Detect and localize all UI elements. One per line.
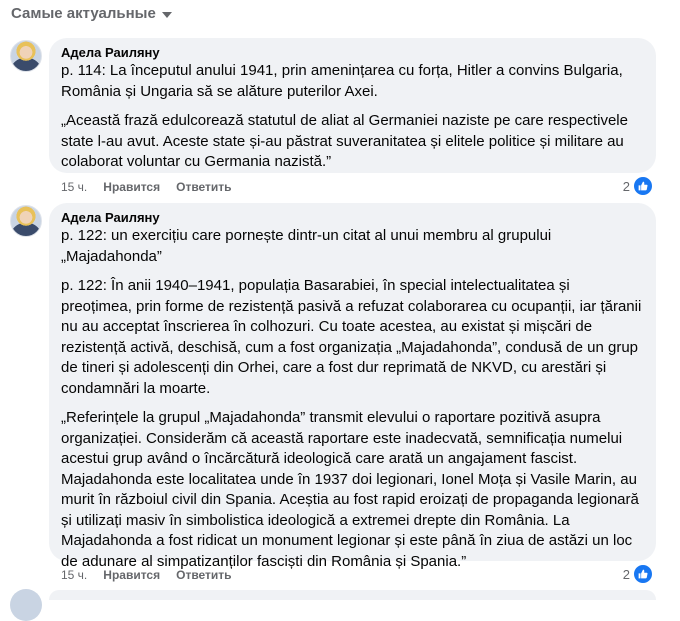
reaction-summary[interactable] (623, 176, 653, 196)
comment-paragraph: „Referințele la grupul „Majadahonda” transmit elevului o raportare pozitivă asupra organizației. Considerăm că această raportare este inadecvată, semnificația numelui acestui grup având o încărcătură ideologică care arată un angajament fascist. Majadahonda este localitatea unde în 1937 doi legionari, Ionel Moța și Vasile Marin, au murit în războiul civil din Spania. Aceștia au fost rapid eroizați de propaganda legionară și utilizați masiv în simbolistica ideologică a extremei drepte din România. La Majadahonda a fost ridicat un monument legionar și este până în ziua de astăzi un loc de adunare al simpatizanților fasciști din România și Spania.” (61, 409, 639, 570)
like-button[interactable]: Нравится (103, 568, 161, 582)
comment-timestamp[interactable]: 15 ч. (61, 568, 88, 582)
comment-bubble (49, 38, 656, 173)
comment-author[interactable]: Адела Раиляну (61, 210, 160, 225)
reaction-count: 2 (622, 566, 630, 582)
like-icon (633, 564, 653, 584)
avatar[interactable] (10, 205, 42, 237)
reaction-count: 2 (622, 178, 630, 194)
comment-paragraph: p. 114: La începutul anului 1941, prin amenințarea cu forța, Hitler a convins Bulgaria, România și Ungaria să se alăture puterilor Axei. (61, 62, 623, 100)
sort-dropdown[interactable] (11, 5, 172, 22)
sort-label: Самые актуальные (11, 5, 156, 22)
reply-button[interactable]: Ответить (176, 568, 232, 582)
comment-timestamp[interactable]: 15 ч. (61, 180, 88, 194)
comment-bubble (49, 590, 656, 600)
caret-down-icon (162, 12, 172, 18)
comment-paragraph: p. 122: un exercițiu care pornește dintr-un citat al unui membru al grupului „Majadahonda” (61, 227, 552, 265)
like-button[interactable]: Нравится (103, 180, 161, 194)
reply-button[interactable]: Ответить (176, 180, 232, 194)
comment-author[interactable]: Адела Раиляну (61, 45, 160, 60)
reaction-summary[interactable] (623, 564, 653, 584)
avatar[interactable] (10, 40, 42, 72)
comment-actions (61, 568, 232, 582)
comment-bubble (49, 203, 656, 570)
comment-actions (61, 180, 232, 194)
comment-paragraph: „Această frază edulcorează statutul de aliat al Germaniei naziste pe care respectivele state l-au avut. Aceste state și-au păstrat suveranitatea și elitele politice și militare au colaborat voluntar cu Germania nazistă.” (61, 112, 628, 170)
comment-paragraph: p. 122: În anii 1940–1941, populația Basarabiei, în special intelectualitatea și preoțimea, prin forme de rezistență pasivă a refuzat colaborarea cu ocupanții, iar țăranii nu au acceptat înscrierea în colhozuri. Cu toate acestea, au existat și mișcări de rezistență activă, deschisă, cum a fost organizația „Majadahonda”, condusă de un grup de tineri și adolescenți din Orhei, care a fost dur reprimată de NKVD, cu arestări și condamnări la moarte. (61, 277, 642, 397)
like-icon (633, 176, 653, 196)
